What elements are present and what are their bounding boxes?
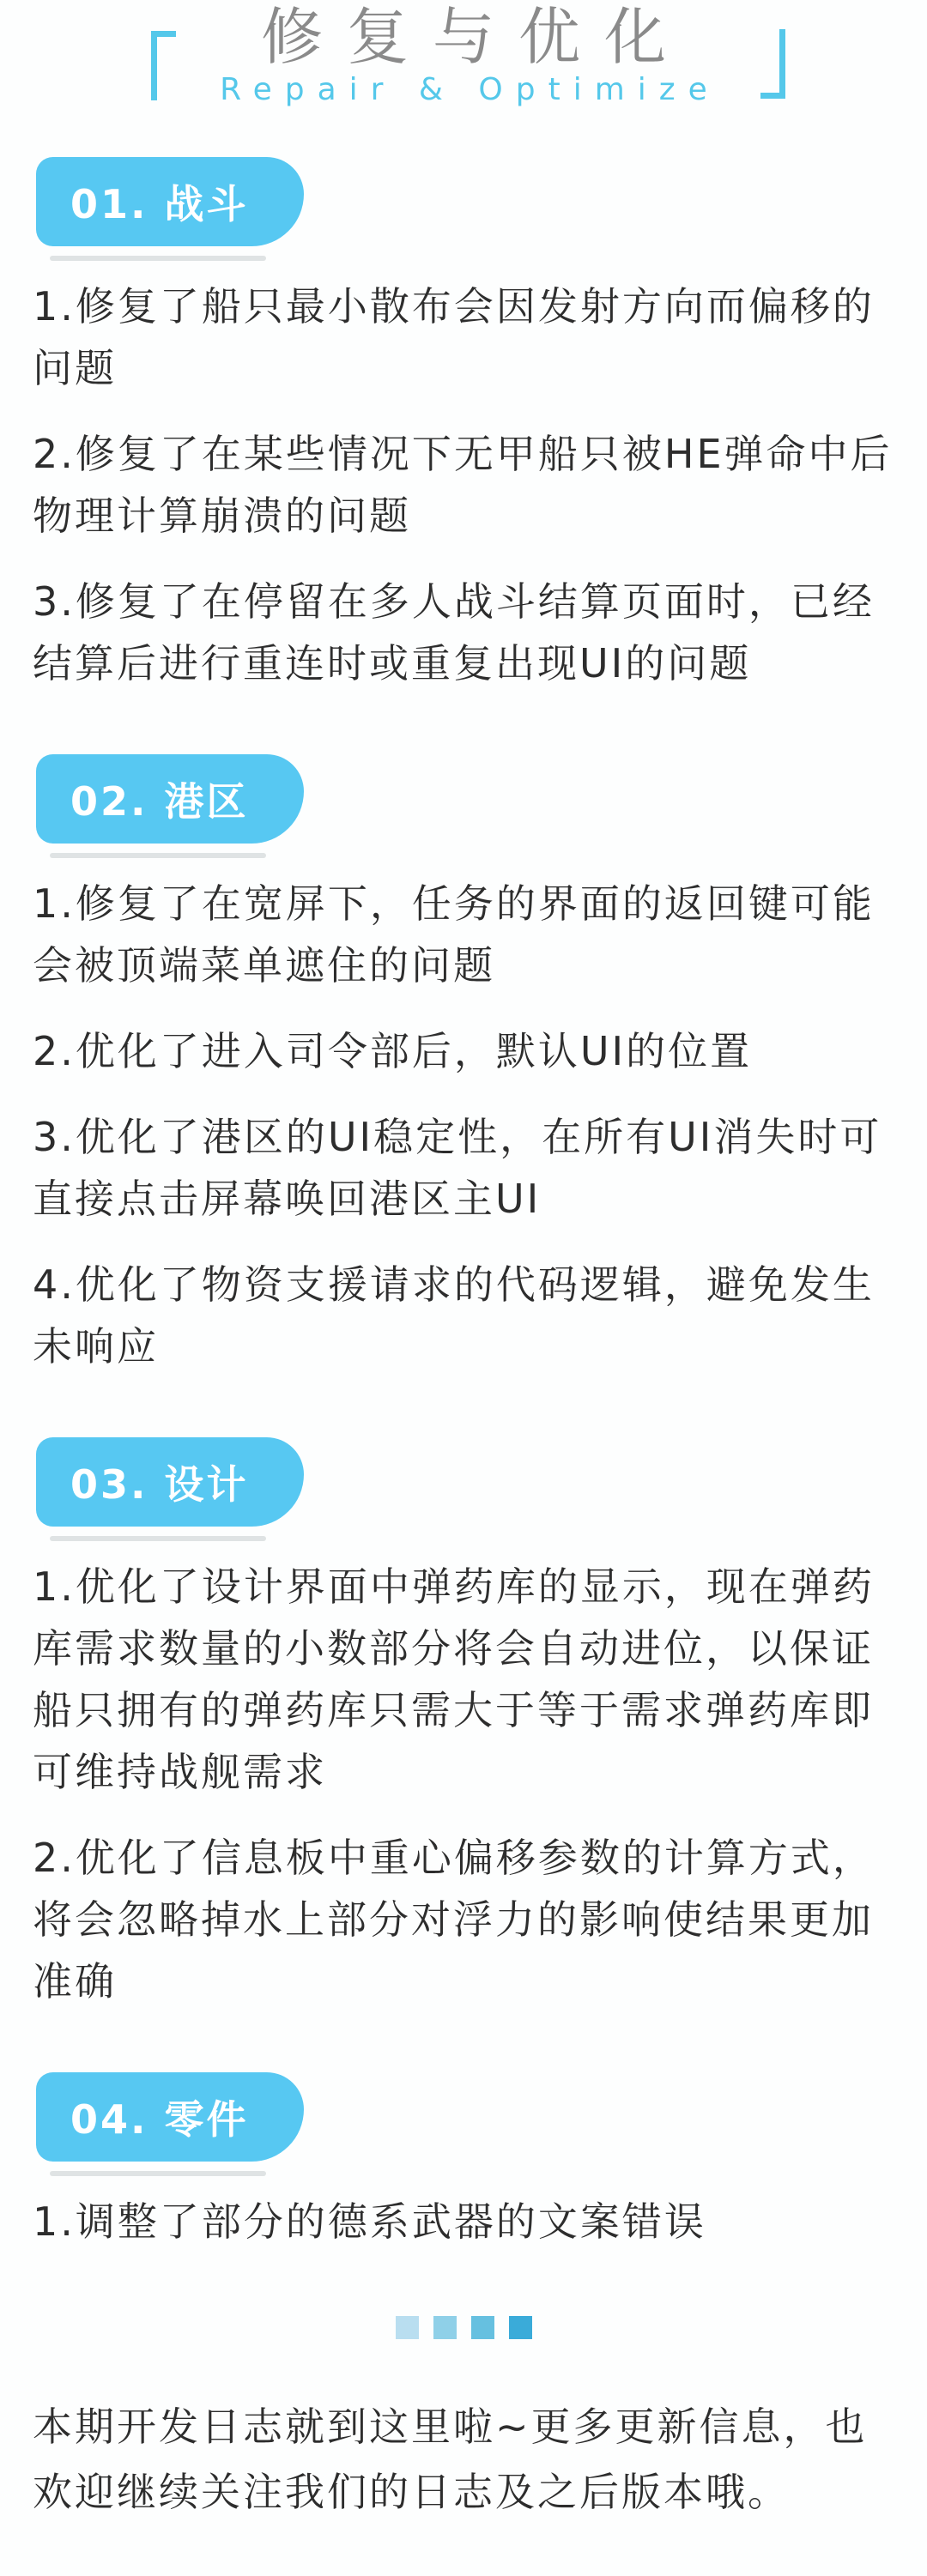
section-badge-harbor: 02. 港区: [36, 754, 304, 844]
page-title: 修复与优化: [260, 1, 690, 73]
list-item: 1.修复了在宽屏下，任务的界面的返回键可能会被顶端菜单遮住的问题: [33, 880, 875, 989]
corner-bracket-right-icon: [760, 29, 785, 99]
list-item: 2.优化了信息板中重心偏移参数的计算方式，将会忽略掉水上部分对浮力的影响使结果更加准确: [33, 1834, 875, 2005]
divider: [0, 2316, 927, 2339]
list-item: 3.优化了港区的UI稳定性，在所有UI消失时可直接点击屏幕唤回港区主UI: [33, 1113, 882, 1222]
divider-square: [509, 2316, 532, 2339]
list-item: 1.优化了设计界面中弹药库的显示，现在弹药库需求数量的小数部分将会自动进位，以保证船只拥有的弹药库只需大于等于需求弹药库即可维持战舰需求: [33, 1563, 875, 1795]
section-badge-design: 03. 设计: [36, 1437, 304, 1527]
page-subtitle: Repair & Optimize: [220, 72, 720, 108]
section-harbor: [26, 718, 901, 1377]
footer-text: 本期开发日志就到这里啦~更多更新信息，也欢迎继续关注我们的日志及之后版本哦。: [33, 2403, 868, 2515]
list-item: 1.调整了部分的德系武器的文案错误: [33, 2198, 706, 2245]
list-item: 1.修复了船只最小散布会因发射方向而偏移的问题: [33, 282, 875, 391]
content: [0, 121, 927, 2252]
list-item: 2.优化了进入司令部后，默认UI的位置: [33, 1027, 753, 1074]
section-badge-battle: 01. 战斗: [36, 157, 304, 246]
divider-square: [471, 2316, 494, 2339]
section-badge-parts: 04. 零件: [36, 2072, 304, 2162]
section-parts: [26, 2036, 901, 2252]
section-design: [26, 1401, 901, 2012]
corner-bracket-left-icon: [151, 31, 176, 100]
list-item: 3.修复了在停留在多人战斗结算页面时，已经结算后进行重连时或重复出现UI的问题: [33, 577, 875, 686]
divider-square: [396, 2316, 419, 2339]
header: [0, 0, 927, 107]
list-item: 4.优化了物资支援请求的代码逻辑，避免发生未响应: [33, 1261, 875, 1370]
list-item: 2.修复了在某些情况下无甲船只被HE弹命中后物理计算崩溃的问题: [33, 430, 893, 539]
divider-square: [433, 2316, 457, 2339]
section-battle: [26, 121, 901, 694]
